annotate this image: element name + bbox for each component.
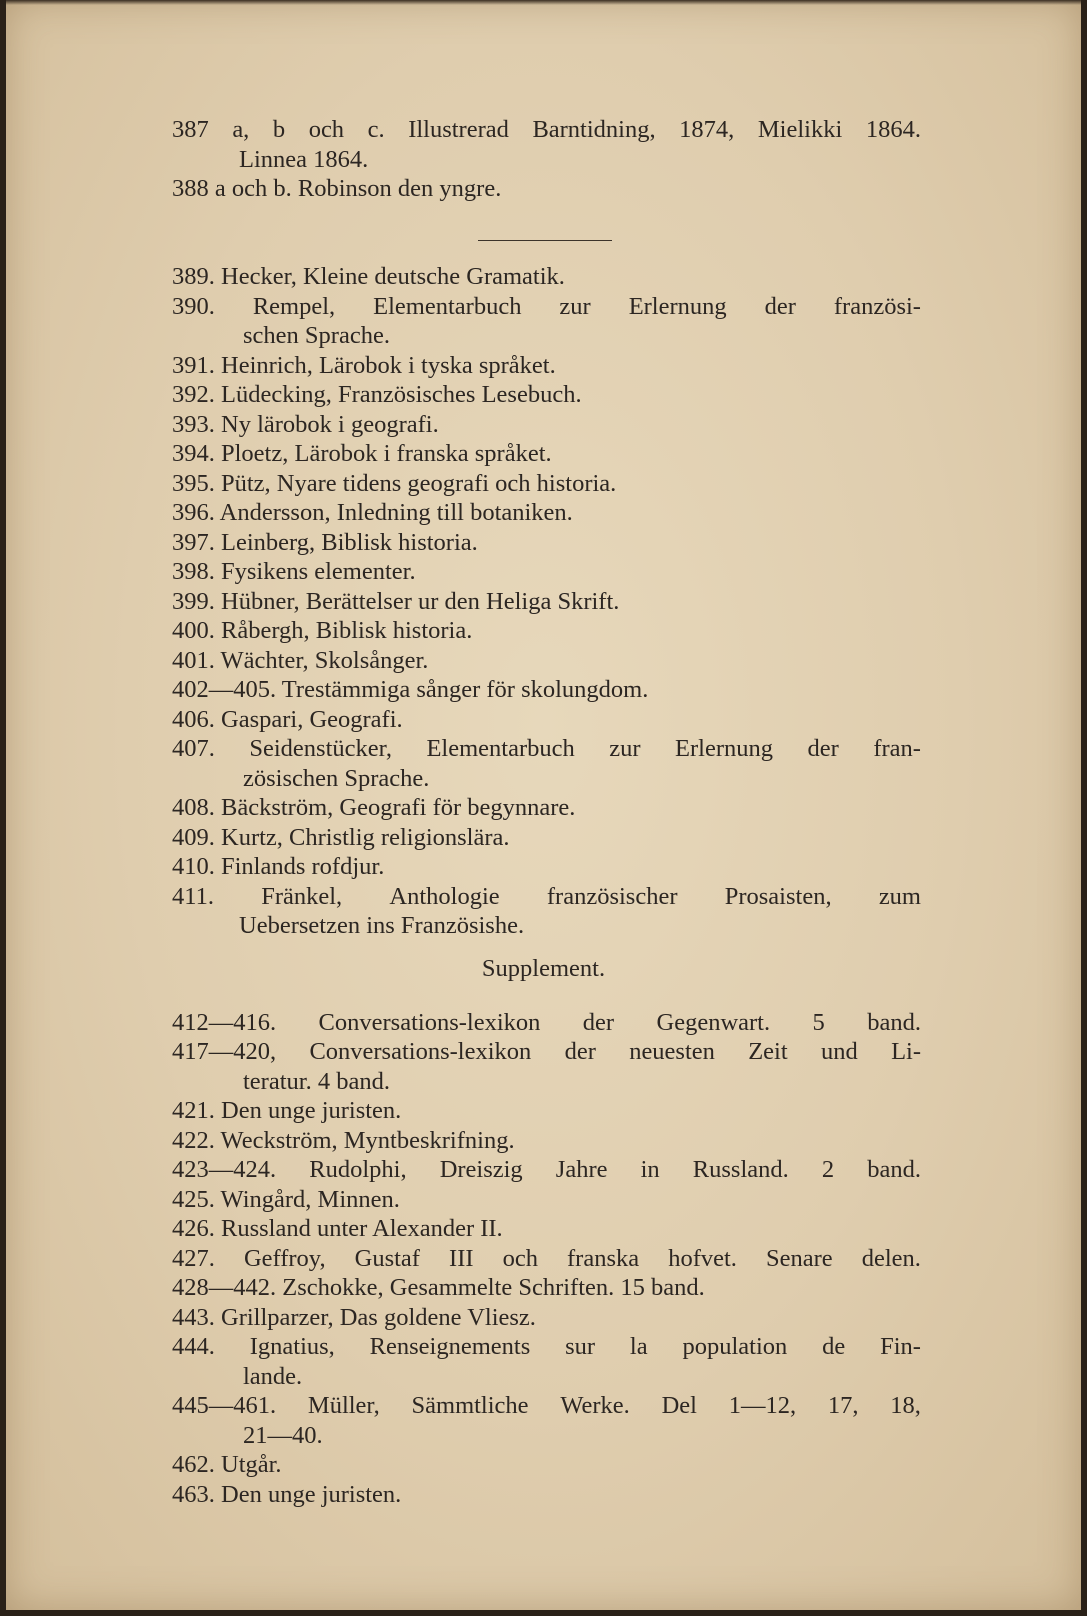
supplement-entry-continuation: 21—40. <box>243 1422 323 1449</box>
catalogue-entry: 407. Seidenstücker, Elementarbuch zur Erlernung der fran- <box>172 735 921 762</box>
supplement-entry: 422. Weckström, Myntbeskrifning. <box>172 1127 515 1154</box>
catalogue-entry: 392. Lüdecking, Französisches Lesebuch. <box>172 381 582 408</box>
supplement-entry: 463. Den unge juristen. <box>172 1481 402 1508</box>
catalogue-entry: 397. Leinberg, Biblisk historia. <box>172 529 478 556</box>
supplement-entry: 423—424. Rudolphi, Dreiszig Jahre in Russland. 2 band. <box>172 1156 921 1183</box>
catalogue-entry: 391. Heinrich, Lärobok i tyska språket. <box>172 352 556 379</box>
catalogue-entry: 398. Fysikens elementer. <box>172 558 416 585</box>
catalogue-entry: 396. Andersson, Inledning till botaniken. <box>172 499 573 526</box>
supplement-heading: Supplement. <box>481 955 606 982</box>
supplement-entry: 426. Russland unter Alexander II. <box>172 1215 503 1242</box>
catalogue-entry-continuation: zösischen Sprache. <box>243 765 430 792</box>
catalogue-entry: 389. Hecker, Kleine deutsche Gramatik. <box>172 263 565 290</box>
catalogue-entry: 400. Råbergh, Biblisk historia. <box>172 617 473 644</box>
catalogue-entry: 390. Rempel, Elementarbuch zur Erlernung der französi- <box>172 293 921 320</box>
supplement-entry: 412—416. Conversations-lexikon der Gegenwart. 5 band. <box>172 1009 921 1036</box>
catalogue-entry: 409. Kurtz, Christlig religionslära. <box>172 824 510 851</box>
catalogue-entry: 410. Finlands rofdjur. <box>172 853 385 880</box>
supplement-entry: 443. Grillparzer, Das goldene Vliesz. <box>172 1304 536 1331</box>
section-divider <box>478 240 612 241</box>
supplement-entry: 425. Wingård, Minnen. <box>172 1186 400 1213</box>
supplement-entry: 421. Den unge juristen. <box>172 1097 402 1124</box>
catalogue-entry: 399. Hübner, Berättelser ur den Heliga Skrift. <box>172 588 620 615</box>
catalogue-entry: 393. Ny lärobok i geografi. <box>172 411 439 438</box>
catalogue-text <box>6 0 1081 1610</box>
catalogue-entry: 395. Pütz, Nyare tidens geografi och historia. <box>172 470 617 497</box>
supplement-entry: 462. Utgår. <box>172 1451 282 1478</box>
catalogue-entry: 401. Wächter, Skolsånger. <box>172 647 429 674</box>
catalogue-entry: 406. Gaspari, Geografi. <box>172 706 403 733</box>
document-page <box>6 0 1081 1610</box>
supplement-entry: 445—461. Müller, Sämmtliche Werke. Del 1—12, 17, 18, <box>172 1392 921 1419</box>
catalogue-entry-continuation: Linnea 1864. <box>239 146 369 173</box>
supplement-entry-continuation: teratur. 4 band. <box>243 1068 390 1095</box>
catalogue-entry-continuation: schen Sprache. <box>243 322 390 349</box>
supplement-entry: 427. Geffroy, Gustaf III och franska hofvet. Senare delen. <box>172 1245 921 1272</box>
catalogue-entry: 387 a, b och c. Illustrerad Barntidning, 1874, Mielikki 1864. <box>172 116 921 143</box>
supplement-entry-continuation: lande. <box>243 1363 303 1390</box>
supplement-entry: 417—420, Conversations-lexikon der neuesten Zeit und Li- <box>172 1038 921 1065</box>
supplement-entry: 444. Ignatius, Renseignements sur la population de Fin- <box>172 1333 921 1360</box>
catalogue-entry: 408. Bäckström, Geografi för begynnare. <box>172 794 576 821</box>
catalogue-entry: 394. Ploetz, Lärobok i franska språket. <box>172 440 552 467</box>
catalogue-entry: 388 a och b. Robinson den yngre. <box>172 175 502 202</box>
catalogue-entry-continuation: Uebersetzen ins Französishe. <box>239 912 525 939</box>
supplement-entry: 428—442. Zschokke, Gesammelte Schriften. 15 band. <box>172 1274 705 1301</box>
catalogue-entry: 402—405. Trestämmiga sånger för skolungdom. <box>172 676 649 703</box>
catalogue-entry: 411. Fränkel, Anthologie französischer Prosaisten, zum <box>172 883 921 910</box>
